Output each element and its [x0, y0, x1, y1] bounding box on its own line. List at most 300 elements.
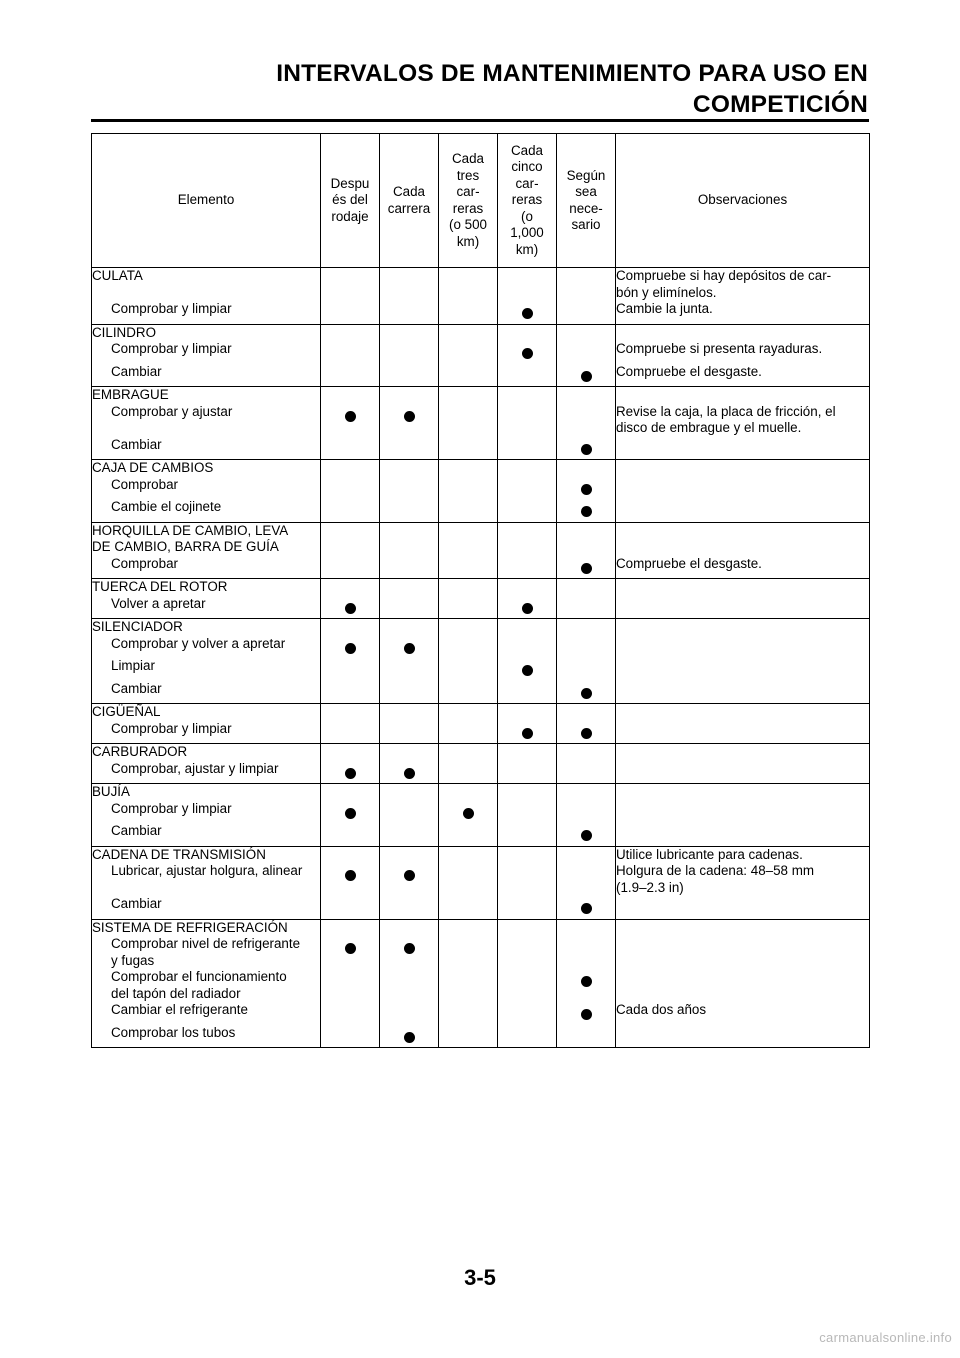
interval-cell — [380, 896, 439, 919]
item-label: Comprobar y volver a apretar — [92, 636, 321, 659]
interval-dot-icon — [404, 411, 415, 422]
interval-dot-icon — [522, 665, 533, 676]
header-segun-necesario: Según sea nece- sario — [557, 134, 616, 268]
table-row — [92, 341, 870, 364]
interval-cell — [439, 636, 498, 659]
interval-cell — [321, 477, 380, 500]
header-cada-cinco-carreras: Cada cinco car- reras (o 1,000 km) — [498, 134, 557, 268]
interval-cell — [557, 1002, 616, 1025]
table-row — [92, 823, 870, 846]
interval-cell — [380, 919, 439, 936]
group-name: SILENCIADOR — [92, 619, 321, 636]
item-label: Comprobar y ajustar — [92, 404, 321, 437]
observation-cell — [616, 704, 870, 721]
interval-cell — [498, 477, 557, 500]
interval-cell — [439, 499, 498, 522]
table-group-row — [92, 919, 870, 936]
interval-cell — [321, 658, 380, 681]
header-despues-rodaje: Despu és del rodaje — [321, 134, 380, 268]
interval-cell — [321, 721, 380, 744]
interval-dot-icon — [345, 603, 356, 614]
table-row — [92, 1002, 870, 1025]
interval-dot-icon — [345, 808, 356, 819]
interval-dot-icon — [345, 643, 356, 654]
interval-cell — [557, 919, 616, 936]
table-group-row — [92, 704, 870, 721]
interval-cell — [498, 387, 557, 404]
item-label: Cambiar el refrigerante — [92, 1002, 321, 1025]
table-group-row — [92, 387, 870, 404]
interval-cell — [380, 823, 439, 846]
item-label: Comprobar nivel de refrigerante y fugas — [92, 936, 321, 969]
interval-cell — [439, 761, 498, 784]
item-label: Comprobar — [92, 477, 321, 500]
interval-cell — [498, 341, 557, 364]
observation-cell — [616, 744, 870, 761]
interval-cell — [380, 460, 439, 477]
interval-cell — [498, 969, 557, 1002]
table-row — [92, 761, 870, 784]
interval-dot-icon — [522, 603, 533, 614]
interval-cell — [380, 387, 439, 404]
interval-cell — [557, 784, 616, 801]
interval-cell — [321, 636, 380, 659]
interval-cell — [439, 936, 498, 969]
table-group-row — [92, 268, 870, 302]
interval-cell — [557, 1025, 616, 1048]
interval-cell — [380, 579, 439, 596]
interval-dot-icon — [522, 348, 533, 359]
interval-cell — [557, 801, 616, 824]
interval-cell — [439, 364, 498, 387]
table-group-row — [92, 744, 870, 761]
interval-cell — [557, 744, 616, 761]
interval-cell — [321, 499, 380, 522]
interval-cell — [380, 704, 439, 721]
interval-cell — [321, 784, 380, 801]
table-row — [92, 636, 870, 659]
interval-cell — [321, 801, 380, 824]
interval-cell — [557, 846, 616, 863]
interval-dot-icon — [345, 943, 356, 954]
interval-cell — [557, 324, 616, 341]
observation-cell: Utilice lubricante para cadenas. — [616, 846, 870, 863]
interval-cell — [498, 1025, 557, 1048]
interval-cell — [439, 268, 498, 302]
interval-dot-icon — [463, 808, 474, 819]
interval-cell — [557, 404, 616, 437]
interval-cell — [498, 936, 557, 969]
interval-cell — [498, 761, 557, 784]
interval-cell — [498, 301, 557, 324]
interval-dot-icon — [581, 1009, 592, 1020]
table-group-row — [92, 460, 870, 477]
interval-cell — [557, 437, 616, 460]
table-row — [92, 301, 870, 324]
observation-cell — [616, 823, 870, 846]
interval-cell — [380, 477, 439, 500]
interval-cell — [321, 301, 380, 324]
observation-cell — [616, 522, 870, 556]
interval-cell — [321, 579, 380, 596]
title-rule — [91, 119, 869, 122]
table-row — [92, 437, 870, 460]
interval-cell — [557, 556, 616, 579]
group-name: EMBRAGUE — [92, 387, 321, 404]
table-group-row — [92, 324, 870, 341]
observation-cell — [616, 761, 870, 784]
interval-cell — [380, 1002, 439, 1025]
group-name: SISTEMA DE REFRIGERACIÓN — [92, 919, 321, 936]
interval-cell — [498, 823, 557, 846]
group-name: TUERCA DEL ROTOR — [92, 579, 321, 596]
interval-cell — [439, 896, 498, 919]
watermark: carmanualsonline.info — [819, 1330, 952, 1345]
interval-cell — [557, 823, 616, 846]
observation-cell — [616, 721, 870, 744]
interval-cell — [321, 437, 380, 460]
table-row — [92, 896, 870, 919]
interval-cell — [439, 341, 498, 364]
interval-cell — [321, 460, 380, 477]
interval-cell — [321, 1002, 380, 1025]
interval-cell — [498, 744, 557, 761]
observation-cell — [616, 658, 870, 681]
table-row — [92, 499, 870, 522]
interval-dot-icon — [581, 688, 592, 699]
interval-cell — [498, 522, 557, 556]
interval-cell — [557, 364, 616, 387]
interval-cell — [321, 896, 380, 919]
interval-cell — [498, 636, 557, 659]
interval-cell — [439, 437, 498, 460]
observation-cell — [616, 896, 870, 919]
interval-cell — [439, 477, 498, 500]
item-label: Cambiar — [92, 437, 321, 460]
interval-cell — [498, 681, 557, 704]
interval-cell — [439, 704, 498, 721]
header-cada-tres-carreras: Cada tres car- reras (o 500 km) — [439, 134, 498, 268]
interval-cell — [321, 324, 380, 341]
interval-cell — [557, 658, 616, 681]
item-label: Comprobar los tubos — [92, 1025, 321, 1048]
interval-cell — [439, 579, 498, 596]
item-label: Comprobar y limpiar — [92, 301, 321, 324]
interval-cell — [439, 522, 498, 556]
observation-cell: Revise la caja, la placa de fricción, el disco de embrague y el muelle. — [616, 404, 870, 437]
interval-cell — [439, 721, 498, 744]
interval-cell — [321, 969, 380, 1002]
interval-cell — [380, 681, 439, 704]
item-label: Volver a apretar — [92, 596, 321, 619]
interval-cell — [498, 596, 557, 619]
interval-cell — [380, 936, 439, 969]
interval-cell — [498, 896, 557, 919]
interval-cell — [557, 596, 616, 619]
interval-cell — [498, 721, 557, 744]
observation-cell — [616, 636, 870, 659]
interval-cell — [321, 556, 380, 579]
interval-dot-icon — [404, 1032, 415, 1043]
item-label: Comprobar, ajustar y limpiar — [92, 761, 321, 784]
interval-cell — [380, 364, 439, 387]
item-label: Cambie el cojinete — [92, 499, 321, 522]
interval-cell — [498, 404, 557, 437]
interval-dot-icon — [581, 903, 592, 914]
interval-dot-icon — [404, 643, 415, 654]
observation-cell: Compruebe el desgaste. — [616, 364, 870, 387]
observation-cell — [616, 477, 870, 500]
group-name: CADENA DE TRANSMISIÓN — [92, 846, 321, 863]
interval-cell — [321, 522, 380, 556]
table-row — [92, 969, 870, 1002]
header-observaciones: Observaciones — [616, 134, 870, 268]
interval-cell — [557, 460, 616, 477]
item-label: Comprobar y limpiar — [92, 721, 321, 744]
interval-cell — [439, 969, 498, 1002]
interval-cell — [557, 721, 616, 744]
interval-cell — [380, 761, 439, 784]
item-label: Comprobar y limpiar — [92, 801, 321, 824]
interval-cell — [498, 919, 557, 936]
interval-cell — [439, 324, 498, 341]
interval-cell — [498, 1002, 557, 1025]
interval-cell — [321, 1025, 380, 1048]
observation-cell — [616, 324, 870, 341]
table-group-row — [92, 846, 870, 863]
interval-dot-icon — [581, 371, 592, 382]
interval-dot-icon — [581, 976, 592, 987]
item-label: Cambiar — [92, 364, 321, 387]
observation-cell — [616, 919, 870, 936]
interval-cell — [439, 387, 498, 404]
interval-cell — [380, 522, 439, 556]
interval-cell — [439, 619, 498, 636]
interval-cell — [321, 619, 380, 636]
maintenance-table — [91, 133, 870, 1048]
group-name: CARBURADOR — [92, 744, 321, 761]
group-name: CULATA — [92, 268, 321, 302]
interval-cell — [439, 801, 498, 824]
interval-cell — [498, 658, 557, 681]
item-label: Cambiar — [92, 823, 321, 846]
interval-cell — [557, 704, 616, 721]
observation-cell — [616, 619, 870, 636]
page-number: 3-5 — [464, 1265, 496, 1290]
observation-cell — [616, 387, 870, 404]
interval-cell — [321, 846, 380, 863]
interval-cell — [321, 936, 380, 969]
interval-dot-icon — [345, 411, 356, 422]
interval-cell — [380, 863, 439, 896]
group-name: CAJA DE CAMBIOS — [92, 460, 321, 477]
interval-dot-icon — [581, 563, 592, 574]
interval-cell — [321, 268, 380, 302]
interval-cell — [380, 437, 439, 460]
interval-dot-icon — [581, 506, 592, 517]
observation-cell — [616, 460, 870, 477]
interval-cell — [380, 721, 439, 744]
interval-cell — [557, 522, 616, 556]
page-title-line2: COMPETICIÓN — [692, 91, 868, 118]
table-row — [92, 658, 870, 681]
interval-cell — [439, 404, 498, 437]
table-row — [92, 364, 870, 387]
interval-cell — [380, 619, 439, 636]
interval-cell — [321, 744, 380, 761]
item-label: Lubricar, ajustar holgura, alinear — [92, 863, 321, 896]
interval-cell — [557, 681, 616, 704]
interval-cell — [557, 477, 616, 500]
interval-cell — [557, 341, 616, 364]
interval-cell — [380, 268, 439, 302]
interval-dot-icon — [404, 870, 415, 881]
interval-cell — [380, 636, 439, 659]
table-body — [92, 268, 870, 1048]
interval-cell — [557, 863, 616, 896]
interval-dot-icon — [404, 943, 415, 954]
interval-cell — [321, 341, 380, 364]
interval-cell — [498, 863, 557, 896]
group-name: CILINDRO — [92, 324, 321, 341]
interval-cell — [439, 846, 498, 863]
interval-cell — [498, 619, 557, 636]
interval-cell — [380, 744, 439, 761]
interval-cell — [439, 744, 498, 761]
interval-cell — [557, 301, 616, 324]
interval-cell — [321, 387, 380, 404]
interval-dot-icon — [404, 768, 415, 779]
interval-dot-icon — [345, 870, 356, 881]
interval-cell — [439, 460, 498, 477]
item-label: Cambiar — [92, 681, 321, 704]
observation-cell — [616, 784, 870, 801]
interval-cell — [380, 784, 439, 801]
interval-cell — [498, 801, 557, 824]
header-cada-carrera: Cada carrera — [380, 134, 439, 268]
interval-cell — [498, 364, 557, 387]
header-elemento: Elemento — [92, 134, 321, 268]
table-row — [92, 477, 870, 500]
interval-cell — [439, 681, 498, 704]
observation-cell — [616, 596, 870, 619]
observation-cell: Cambie la junta. — [616, 301, 870, 324]
interval-cell — [498, 437, 557, 460]
interval-dot-icon — [581, 830, 592, 841]
interval-cell — [498, 268, 557, 302]
interval-cell — [321, 704, 380, 721]
interval-cell — [498, 324, 557, 341]
observation-cell — [616, 437, 870, 460]
observation-cell — [616, 579, 870, 596]
interval-cell — [321, 823, 380, 846]
interval-cell — [380, 1025, 439, 1048]
interval-cell — [321, 596, 380, 619]
interval-dot-icon — [581, 728, 592, 739]
observation-cell — [616, 499, 870, 522]
interval-cell — [557, 579, 616, 596]
interval-cell — [557, 636, 616, 659]
observation-cell — [616, 1025, 870, 1048]
item-label: Limpiar — [92, 658, 321, 681]
interval-dot-icon — [345, 768, 356, 779]
table-row — [92, 863, 870, 896]
interval-cell — [439, 784, 498, 801]
table-row — [92, 681, 870, 704]
table-group-row — [92, 784, 870, 801]
item-label: Comprobar el funcionamiento del tapón del radiador — [92, 969, 321, 1002]
interval-cell — [380, 846, 439, 863]
observation-cell — [616, 936, 870, 969]
interval-cell — [380, 801, 439, 824]
table-row — [92, 556, 870, 579]
interval-cell — [498, 846, 557, 863]
interval-cell — [380, 556, 439, 579]
page-title-line1: INTERVALOS DE MANTENIMIENTO PARA USO EN — [276, 60, 868, 87]
interval-cell — [439, 658, 498, 681]
table-header-row — [92, 134, 870, 268]
interval-cell — [557, 896, 616, 919]
interval-cell — [557, 387, 616, 404]
interval-cell — [557, 499, 616, 522]
interval-cell — [439, 823, 498, 846]
table-row — [92, 404, 870, 437]
interval-cell — [498, 556, 557, 579]
interval-cell — [498, 784, 557, 801]
table-group-row — [92, 522, 870, 556]
observation-cell: Holgura de la cadena: 48–58 mm (1.9–2.3 in) — [616, 863, 870, 896]
item-label: Comprobar y limpiar — [92, 341, 321, 364]
interval-dot-icon — [522, 728, 533, 739]
interval-cell — [439, 863, 498, 896]
interval-cell — [557, 936, 616, 969]
interval-cell — [321, 681, 380, 704]
observation-cell: Compruebe si hay depósitos de car- bón y elimínelos. — [616, 268, 870, 302]
interval-cell — [498, 499, 557, 522]
table-row — [92, 1025, 870, 1048]
interval-cell — [321, 863, 380, 896]
interval-cell — [380, 499, 439, 522]
item-label: Cambiar — [92, 896, 321, 919]
interval-cell — [380, 404, 439, 437]
interval-cell — [439, 1002, 498, 1025]
interval-cell — [380, 301, 439, 324]
interval-cell — [321, 404, 380, 437]
table-row — [92, 936, 870, 969]
page-title — [276, 58, 868, 120]
interval-cell — [439, 301, 498, 324]
interval-dot-icon — [581, 484, 592, 495]
table-group-row — [92, 579, 870, 596]
interval-cell — [498, 704, 557, 721]
observation-cell — [616, 681, 870, 704]
group-name: CIGÜEÑAL — [92, 704, 321, 721]
interval-cell — [380, 324, 439, 341]
interval-cell — [321, 919, 380, 936]
item-label: Comprobar — [92, 556, 321, 579]
interval-cell — [380, 969, 439, 1002]
interval-cell — [439, 1025, 498, 1048]
interval-cell — [557, 268, 616, 302]
interval-cell — [557, 761, 616, 784]
interval-cell — [439, 596, 498, 619]
observation-cell — [616, 969, 870, 1002]
interval-cell — [321, 761, 380, 784]
observation-cell — [616, 801, 870, 824]
interval-cell — [321, 364, 380, 387]
interval-cell — [439, 556, 498, 579]
interval-cell — [498, 460, 557, 477]
